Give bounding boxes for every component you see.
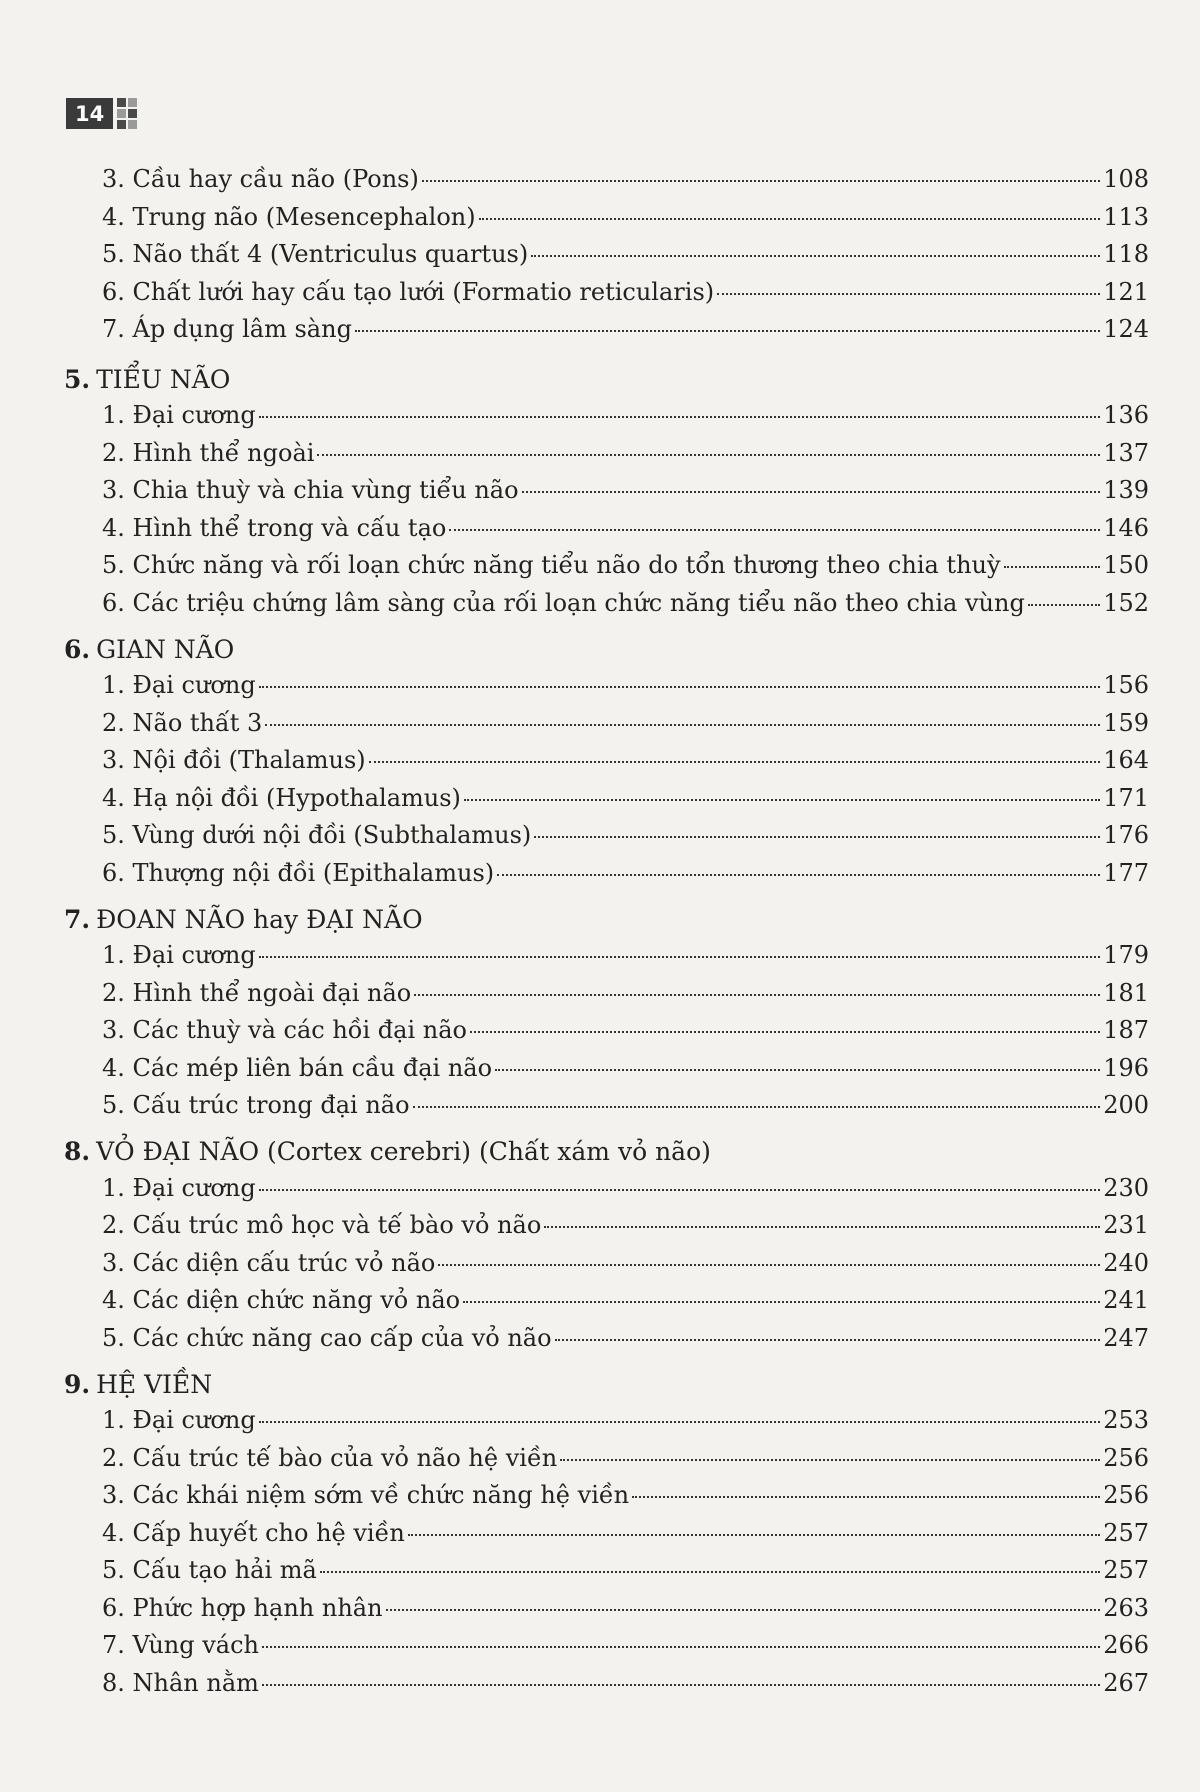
dot-leader — [386, 1609, 1101, 1611]
toc-entry-page: 124 — [1103, 315, 1149, 343]
toc-entry-label: 3. Nội đồi (Thalamus) — [102, 746, 366, 774]
toc-entry[interactable] — [64, 1286, 1149, 1324]
toc-entry-page: 137 — [1103, 438, 1149, 467]
dot-leader — [470, 1031, 1100, 1033]
toc-entry[interactable] — [64, 476, 1149, 514]
toc-entry-page: 257 — [1103, 1556, 1149, 1584]
dot-leader — [531, 255, 1100, 257]
toc-entry[interactable] — [64, 1556, 1149, 1594]
toc-entry-label: 1. Đại cương — [102, 941, 256, 969]
dot-leader — [544, 1226, 1100, 1228]
table-of-contents — [64, 165, 1149, 1706]
dot-leader — [1004, 566, 1101, 568]
dot-leader — [262, 1684, 1100, 1686]
toc-entry-page: 200 — [1103, 1091, 1149, 1119]
page-number-tag — [66, 98, 137, 129]
toc-entry[interactable] — [64, 1054, 1149, 1092]
toc-entry-page: 159 — [1103, 708, 1149, 737]
dot-leader — [413, 1106, 1101, 1108]
dot-leader — [1028, 604, 1100, 606]
section-heading — [64, 626, 1149, 671]
toc-entry-label: 1. Đại cương — [102, 1406, 256, 1434]
toc-entry-page: 253 — [1103, 1406, 1149, 1434]
toc-entry-label: 3. Các thuỳ và các hồi đại não — [102, 1016, 467, 1044]
toc-entry-page: 136 — [1103, 401, 1149, 429]
toc-entry[interactable] — [64, 203, 1149, 241]
toc-entry[interactable] — [64, 1211, 1149, 1249]
dot-leader — [449, 529, 1100, 531]
section-number: 8. — [64, 1137, 91, 1166]
dot-leader — [717, 293, 1100, 295]
toc-entry-page: 139 — [1103, 476, 1149, 504]
section-heading — [64, 356, 1149, 401]
dot-leader — [414, 994, 1100, 996]
toc-entry-label: 5. Vùng dưới nội đồi (Subthalamus) — [102, 821, 532, 849]
toc-entry-page: 121 — [1103, 277, 1149, 306]
toc-entry-page: 196 — [1103, 1053, 1149, 1082]
page-number: 14 — [66, 98, 113, 129]
dot-leader — [369, 761, 1101, 763]
toc-entry-page: 176 — [1103, 821, 1149, 849]
dot-leader — [560, 1459, 1100, 1461]
toc-entry-label: 1. Đại cương — [102, 401, 256, 429]
dot-leader — [259, 686, 1101, 688]
toc-entry-label: 6. Các triệu chứng lâm sàng của rối loạn chức năng tiểu não theo chia vùng — [102, 588, 1025, 617]
toc-entry-page: 156 — [1103, 671, 1149, 699]
toc-entry-page: 171 — [1103, 783, 1149, 812]
toc-entry-page: 240 — [1103, 1248, 1149, 1277]
section-title: VỎ ĐẠI NÃO (Cortex cerebri) (Chất xám vỏ não) — [96, 1137, 711, 1166]
toc-entry[interactable] — [64, 240, 1149, 278]
toc-entry-page: 247 — [1103, 1323, 1149, 1352]
toc-entry-label: 8. Nhân nằm — [102, 1668, 259, 1697]
toc-entry-page: 150 — [1103, 551, 1149, 579]
dot-leader — [495, 1069, 1100, 1071]
toc-entry-page: 118 — [1103, 240, 1149, 268]
toc-entry[interactable] — [64, 278, 1149, 316]
toc-entry-page: 266 — [1103, 1631, 1149, 1659]
toc-entry[interactable] — [64, 1594, 1149, 1632]
section-heading — [64, 1361, 1149, 1406]
toc-entry[interactable] — [64, 671, 1149, 709]
toc-entry[interactable] — [64, 514, 1149, 552]
section-title: HỆ VIỀN — [96, 1369, 213, 1399]
toc-entry-page: 267 — [1103, 1668, 1149, 1697]
dot-leader — [259, 1189, 1101, 1191]
toc-entry-label: 3. Chia thuỳ và chia vùng tiểu não — [102, 476, 519, 504]
toc-entry[interactable] — [64, 589, 1149, 627]
toc-entry-label: 4. Cấp huyết cho hệ viền — [102, 1518, 405, 1547]
toc-entry-page: 263 — [1103, 1593, 1149, 1622]
toc-entry-label: 6. Phức hợp hạnh nhân — [102, 1593, 383, 1622]
dot-leader — [497, 874, 1100, 876]
toc-entry[interactable] — [64, 1016, 1149, 1054]
toc-entry-label: 3. Các diện cấu trúc vỏ não — [102, 1248, 436, 1277]
toc-entry-label: 4. Các diện chức năng vỏ não — [102, 1286, 461, 1314]
toc-entry[interactable] — [64, 1249, 1149, 1287]
toc-entry-page: 164 — [1103, 746, 1149, 774]
toc-entry[interactable] — [64, 551, 1149, 589]
toc-entry-label: 5. Cấu trúc trong đại não — [102, 1091, 410, 1119]
toc-entry-label: 5. Cấu tạo hải mã — [102, 1556, 317, 1584]
toc-entry-page: 113 — [1103, 202, 1149, 231]
toc-entry-label: 4. Hình thể trong và cấu tạo — [102, 513, 447, 542]
dot-leader — [320, 1571, 1100, 1573]
toc-entry[interactable] — [64, 1631, 1149, 1669]
section-number: 5. — [64, 364, 91, 394]
section-title: ĐOAN NÃO hay ĐẠI NÃO — [96, 904, 423, 934]
toc-entry-label: 2. Hình thể ngoài — [102, 438, 315, 467]
toc-entry[interactable] — [64, 1174, 1149, 1212]
toc-entry[interactable] — [64, 821, 1149, 859]
toc-entry-label: 5. Các chức năng cao cấp của vỏ não — [102, 1323, 552, 1352]
section-heading — [64, 896, 1149, 941]
toc-entry[interactable] — [64, 165, 1149, 203]
toc-entry-label: 3. Các khái niệm sớm về chức năng hệ viền — [102, 1481, 630, 1509]
section-title: GIAN NÃO — [96, 634, 235, 664]
section-heading — [64, 1129, 1149, 1174]
toc-entry-label: 4. Trung não (Mesencephalon) — [102, 202, 476, 231]
toc-entry-label: 1. Đại cương — [102, 671, 256, 699]
toc-entry[interactable] — [64, 1519, 1149, 1557]
toc-entry-label: 2. Não thất 3 — [102, 708, 263, 737]
toc-entry[interactable] — [64, 439, 1149, 477]
toc-entry-page: 241 — [1103, 1286, 1149, 1314]
dot-leader — [355, 330, 1100, 332]
dot-leader — [259, 1421, 1101, 1423]
toc-entry-label: 4. Hạ nội đồi (Hypothalamus) — [102, 783, 461, 812]
toc-entry-label: 5. Chức năng và rối loạn chức năng tiểu não do tổn thương theo chia thuỳ — [102, 551, 1001, 579]
dot-leader — [438, 1264, 1100, 1266]
toc-entry-label: 7. Áp dụng lâm sàng — [102, 315, 352, 343]
toc-entry[interactable] — [64, 784, 1149, 822]
dot-leader — [479, 218, 1101, 220]
toc-entry-page: 108 — [1103, 165, 1149, 193]
dot-leader — [262, 1646, 1100, 1648]
toc-entry[interactable] — [64, 1406, 1149, 1444]
dot-leader — [259, 416, 1101, 418]
dot-leader — [463, 1301, 1100, 1303]
toc-entry[interactable] — [64, 1444, 1149, 1482]
toc-entry[interactable] — [64, 401, 1149, 439]
toc-entry-label: 4. Các mép liên bán cầu đại não — [102, 1053, 493, 1082]
dot-leader — [408, 1534, 1100, 1536]
toc-entry-label: 1. Đại cương — [102, 1173, 256, 1202]
toc-entry[interactable] — [64, 315, 1149, 356]
toc-entry-label: 2. Cấu trúc mô học và tế bào vỏ não — [102, 1211, 542, 1239]
dot-leader — [464, 799, 1100, 801]
section-title: TIỂU NÃO — [96, 364, 231, 394]
toc-entry-label: 6. Thượng nội đồi (Epithalamus) — [102, 858, 495, 887]
toc-entry-page: 177 — [1103, 858, 1149, 887]
dot-leader — [265, 724, 1100, 726]
toc-entry-page: 181 — [1103, 978, 1149, 1007]
toc-entry-page: 187 — [1103, 1016, 1149, 1044]
toc-entry-page: 152 — [1103, 588, 1149, 617]
toc-entry[interactable] — [64, 1669, 1149, 1707]
toc-entry-label: 5. Não thất 4 (Ventriculus quartus) — [102, 240, 529, 268]
toc-entry-label: 3. Cầu hay cầu não (Pons) — [102, 165, 419, 193]
toc-entry[interactable] — [64, 979, 1149, 1017]
toc-entry[interactable] — [64, 1091, 1149, 1129]
toc-entry[interactable] — [64, 709, 1149, 747]
toc-entry[interactable] — [64, 859, 1149, 897]
section-number: 9. — [64, 1369, 91, 1399]
toc-entry-label: 6. Chất lưới hay cấu tạo lưới (Formatio reticularis) — [102, 277, 715, 306]
toc-entry-page: 146 — [1103, 513, 1149, 542]
toc-entry-label: 2. Cấu trúc tế bào của vỏ não hệ viền — [102, 1443, 558, 1472]
toc-entry-label: 7. Vùng vách — [102, 1631, 259, 1659]
chapter-mark-icon — [117, 98, 137, 129]
toc-entry[interactable] — [64, 746, 1149, 784]
toc-entry-label: 2. Hình thể ngoài đại não — [102, 978, 412, 1007]
toc-entry-page: 179 — [1103, 941, 1149, 969]
dot-leader — [317, 454, 1100, 456]
dot-leader — [632, 1496, 1100, 1498]
toc-entry-page: 230 — [1103, 1173, 1149, 1202]
toc-entry-page: 256 — [1103, 1481, 1149, 1509]
dot-leader — [259, 956, 1101, 958]
toc-entry[interactable] — [64, 941, 1149, 979]
dot-leader — [422, 180, 1100, 182]
dot-leader — [522, 491, 1101, 493]
toc-entry-page: 256 — [1103, 1443, 1149, 1472]
toc-entry[interactable] — [64, 1481, 1149, 1519]
section-number: 7. — [64, 904, 91, 934]
toc-entry-page: 231 — [1103, 1211, 1149, 1239]
toc-entry-page: 257 — [1103, 1518, 1149, 1547]
section-number: 6. — [64, 634, 91, 664]
dot-leader — [555, 1339, 1101, 1341]
dot-leader — [534, 836, 1100, 838]
toc-entry[interactable] — [64, 1324, 1149, 1362]
